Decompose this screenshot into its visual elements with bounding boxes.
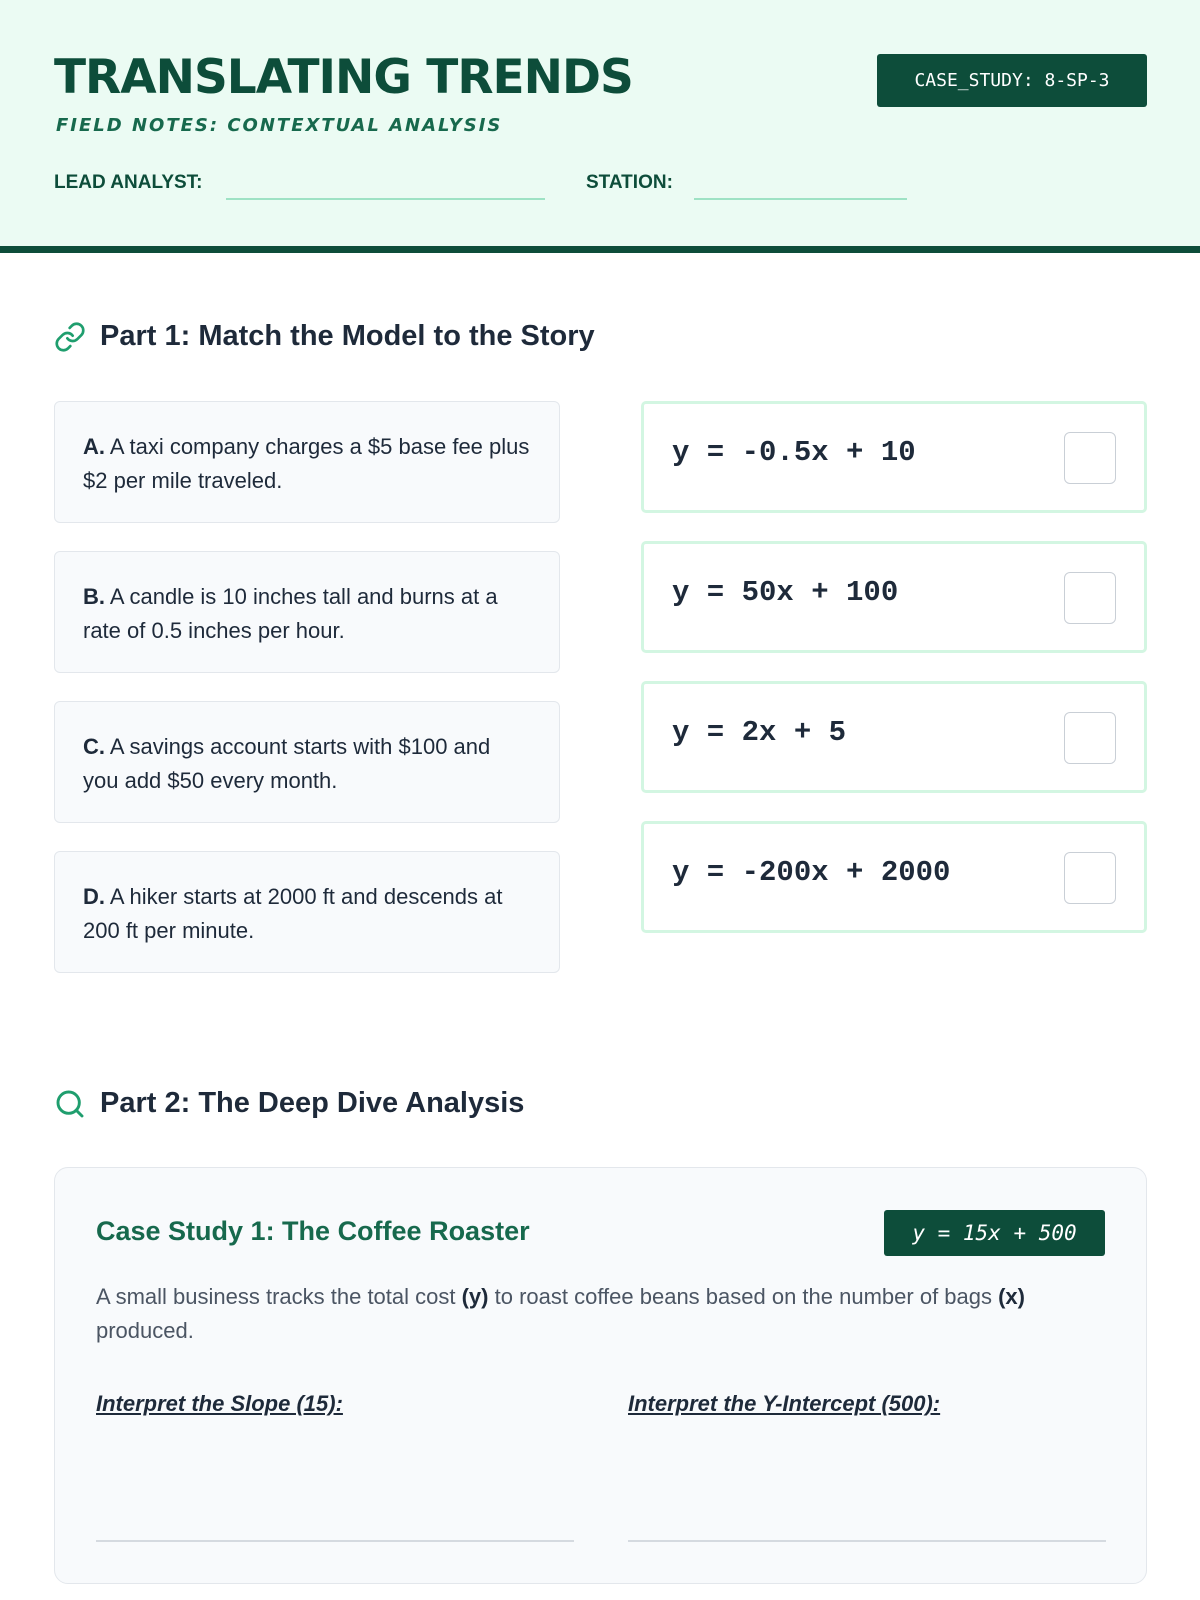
match-checkbox[interactable] (1064, 432, 1116, 484)
description-text: to roast coffee beans based on the number of bags (488, 1284, 999, 1309)
equation-text: y = -0.5x + 10 (672, 436, 916, 469)
equation-card-4 (641, 821, 1147, 933)
match-checkbox[interactable] (1064, 712, 1116, 764)
slope-prompt: Interpret the Slope (15): (96, 1391, 343, 1416)
equation-card-1 (641, 401, 1147, 513)
intercept-answer-line[interactable] (628, 1540, 1106, 1542)
scenario-letter: A. (83, 434, 105, 459)
case-study-card (54, 1167, 1147, 1584)
search-icon (54, 1088, 86, 1120)
match-checkbox[interactable] (1064, 572, 1116, 624)
equation-text: y = 50x + 100 (672, 576, 899, 609)
description-text: A small business tracks the total cost (96, 1284, 462, 1309)
scenario-letter: B. (83, 584, 105, 609)
equation-card-3 (641, 681, 1147, 793)
scenario-card-a (54, 401, 560, 523)
scenario-card-b (54, 551, 560, 673)
page-title: TRANSLATING TRENDS (54, 50, 633, 105)
station-field[interactable] (694, 198, 907, 200)
part2-title: Part 2: The Deep Dive Analysis (100, 1087, 525, 1119)
scenario-card-c (54, 701, 560, 823)
description-text: produced. (96, 1318, 194, 1343)
page-subtitle: FIELD NOTES: CONTEXTUAL ANALYSIS (56, 115, 503, 136)
link-icon (54, 321, 86, 353)
scenario-letter: C. (83, 734, 105, 759)
case-description (96, 1280, 1096, 1348)
slope-answer-line[interactable] (96, 1540, 574, 1542)
part2-heading (54, 1087, 524, 1120)
case-equation-badge: y = 15x + 500 (884, 1210, 1105, 1256)
lead-analyst-field[interactable] (226, 198, 545, 200)
case-study-badge: CASE_STUDY: 8-SP-3 (877, 54, 1147, 107)
case-study-title: Case Study 1: The Coffee Roaster (96, 1216, 530, 1246)
description-variable: (x) (998, 1284, 1025, 1309)
intercept-prompt: Interpret the Y-Intercept (500): (628, 1391, 941, 1416)
scenario-card-d (54, 851, 560, 973)
part1-heading (54, 320, 595, 353)
scenario-text: A hiker starts at 2000 ft and descends at 200 ft per minute. (83, 884, 503, 943)
scenario-letter: D. (83, 884, 105, 909)
lead-analyst-label: LEAD ANALYST: (54, 172, 203, 193)
part1-title: Part 1: Match the Model to the Story (100, 320, 595, 352)
equation-card-2 (641, 541, 1147, 653)
scenario-text: A taxi company charges a $5 base fee plus $2 per mile traveled. (83, 434, 530, 493)
match-checkbox[interactable] (1064, 852, 1116, 904)
equation-text: y = 2x + 5 (672, 716, 847, 749)
scenario-text: A savings account starts with $100 and you add $50 every month. (83, 734, 491, 793)
worksheet-header (0, 0, 1200, 253)
description-variable: (y) (461, 1284, 489, 1309)
scenario-text: A candle is 10 inches tall and burns at a rate of 0.5 inches per hour. (83, 584, 498, 643)
station-label: STATION: (586, 172, 673, 193)
equation-text: y = -200x + 2000 (672, 856, 951, 889)
